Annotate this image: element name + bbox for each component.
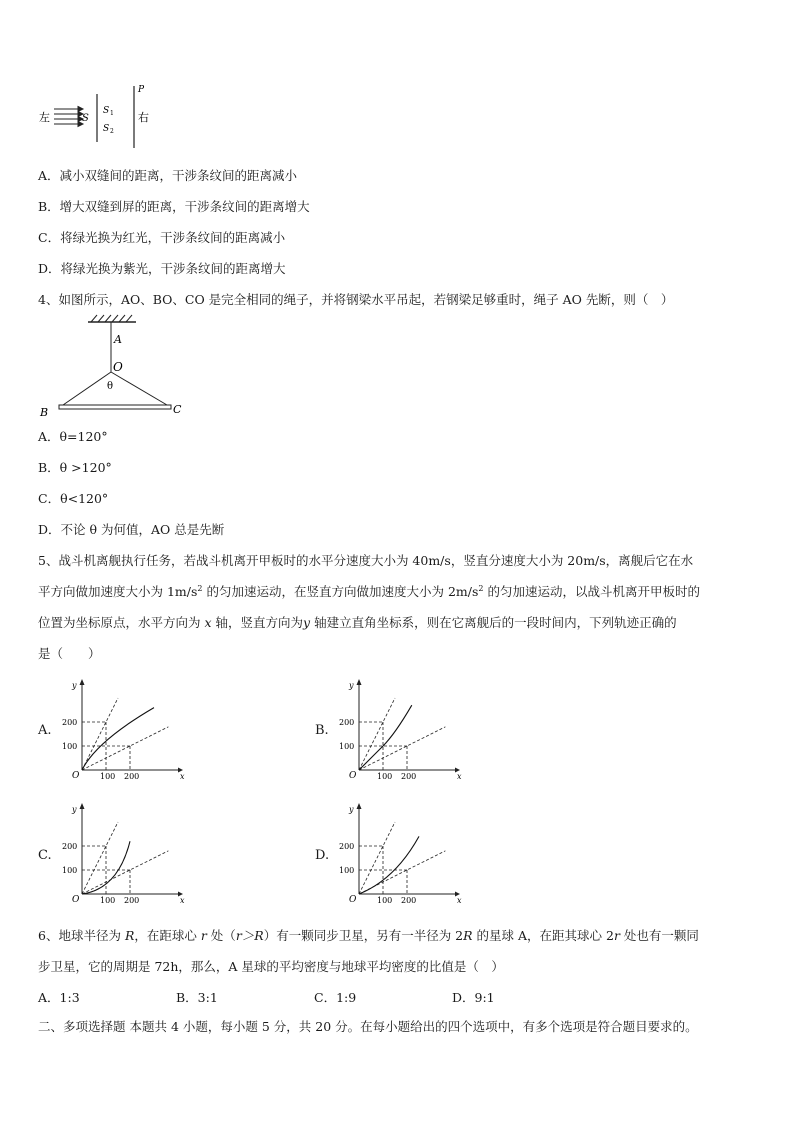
q5-line-1: 5、战斗机离舰执行任务，若战斗机离开甲板时的水平分速度大小为 40m/s，竖直分速度大小为 20m/s，离舰后它在水 xyxy=(38,553,694,568)
q6-line-1 xyxy=(38,926,699,944)
fig-c-label: C xyxy=(173,403,182,416)
fig-s2-sub: 2 xyxy=(110,128,114,135)
q6-r2: r xyxy=(613,928,620,943)
double-slit-figure xyxy=(36,82,166,152)
q5-option-b-label: B. xyxy=(315,723,329,738)
fig-s-label: S xyxy=(82,113,89,124)
q3-option-d: D．将绿光换为紫光，干涉条纹间的距离增大 xyxy=(38,261,286,276)
q5-option-c-label: C. xyxy=(38,848,52,863)
q4-option-b: B．θ >120° xyxy=(38,460,112,475)
origin-label: O xyxy=(349,895,357,905)
fig-b-label: B xyxy=(40,406,49,419)
q5-line2b: 的匀加速运动，在竖直方向做加速度大小为 2m/s xyxy=(202,584,479,599)
fig-s2-label: S xyxy=(103,124,110,134)
y-tick-100: 100 xyxy=(339,742,355,751)
q5-x: x xyxy=(204,615,212,630)
y-label: y xyxy=(349,805,354,814)
q5-sup2: 2 xyxy=(478,583,484,593)
fig-o-label: O xyxy=(113,360,123,374)
x-tick-100: 100 xyxy=(100,772,116,781)
graph-a xyxy=(60,676,185,781)
fig-s1-label: S xyxy=(103,106,110,116)
y-tick-100: 100 xyxy=(339,866,355,875)
q6-line-2: 步卫星，它的周期是 72h，那么，A 星球的平均密度与地球平均密度的比值是（ ） xyxy=(38,959,504,974)
q5-line3b: 轴，竖直方向为 xyxy=(211,615,304,630)
q6-r: r xyxy=(200,928,207,943)
fig-a-label: A xyxy=(114,333,122,346)
x-tick-100: 100 xyxy=(377,772,393,781)
q6-l1c: 处（ xyxy=(206,928,236,943)
x-label: x xyxy=(457,896,462,905)
x-tick-100: 100 xyxy=(100,896,116,905)
q6-R2: R xyxy=(463,928,473,943)
origin-label: O xyxy=(72,771,80,781)
q6-option-b: B．3:1 xyxy=(176,990,218,1005)
x-tick-200: 200 xyxy=(124,896,140,905)
graph-b xyxy=(337,676,462,781)
graph-c xyxy=(60,800,185,905)
y-tick-100: 100 xyxy=(62,742,78,751)
graph-d xyxy=(337,800,462,905)
q5-sup1: 2 xyxy=(197,583,203,593)
q5-line-2 xyxy=(38,582,700,600)
x-tick-100: 100 xyxy=(377,896,393,905)
x-label: x xyxy=(180,896,185,905)
y-label: y xyxy=(72,681,77,690)
origin-label: O xyxy=(349,771,357,781)
y-axis-arrow xyxy=(80,679,85,685)
y-label: y xyxy=(349,681,354,690)
q4-option-d: D．不论 θ 为何值，AO 总是先断 xyxy=(38,522,225,537)
y-tick-100: 100 xyxy=(62,866,78,875)
q4-stem: 4、如图所示，AO、BO、CO 是完全相同的绳子，并将钢梁水平吊起，若钢梁足够重时，绳子 AO 先断，则（ ） xyxy=(38,292,674,307)
q5-line3c: 轴建立直角坐标系，则在它离舰后的一段时间内，下列轨迹正确的 xyxy=(310,615,677,630)
section-2-heading: 二、多项选择题 本题共 4 小题，每小题 5 分，共 20 分。在每小题给出的四个选项中，有多个选项是符合题目要求的。 xyxy=(38,1019,698,1034)
q6-l1f: 处也有一颗同 xyxy=(619,928,699,943)
x-tick-200: 200 xyxy=(124,772,140,781)
q6-l1a: 6、地球半径为 xyxy=(38,928,125,943)
fig-left-label: 左 xyxy=(39,111,50,124)
y-tick-200: 200 xyxy=(62,842,78,851)
q4-option-a: A．θ=120° xyxy=(38,429,108,444)
beam-figure xyxy=(36,312,196,422)
q5-line-4: 是（ ） xyxy=(38,646,101,661)
x-label: x xyxy=(457,772,462,781)
dashed-line-steep xyxy=(359,698,395,770)
y-tick-200: 200 xyxy=(62,718,78,727)
q3-option-c: C．将绿光换为红光，干涉条纹间的距离减小 xyxy=(38,230,286,245)
q5-line2c: 的匀加速运动，以战斗机离开甲板时的 xyxy=(483,584,700,599)
q3-option-b: B．增大双缝到屏的距离，干涉条纹间的距离增大 xyxy=(38,199,310,214)
q3-option-a: A．减小双缝间的距离，干涉条纹间的距离减小 xyxy=(38,168,298,183)
q5-option-a-label: A. xyxy=(38,723,52,738)
dashed-line-shallow xyxy=(359,727,445,770)
x-label: x xyxy=(180,772,185,781)
q6-l1d: ）有一颗同步卫星，另有一半径为 2 xyxy=(263,928,464,943)
fig-s1-sub: 1 xyxy=(110,110,114,117)
y-axis-arrow xyxy=(357,679,362,685)
dashed-line-shallow xyxy=(82,727,168,770)
y-axis-arrow xyxy=(357,803,362,809)
x-tick-200: 200 xyxy=(401,896,417,905)
q6-l1b: ，在距球心 xyxy=(134,928,201,943)
q6-option-d: D．9:1 xyxy=(452,990,495,1005)
q6-cond: r＞R xyxy=(235,928,264,943)
q5-line2a: 平方向做加速度大小为 1m/s xyxy=(38,584,198,599)
y-tick-200: 200 xyxy=(339,718,355,727)
q6-l1e: 的星球 A，在距其球心 2 xyxy=(472,928,614,943)
trajectory-curve xyxy=(359,836,419,894)
q6-option-c: C．1:9 xyxy=(314,990,357,1005)
q5-line3a: 位置为坐标原点，水平方向为 xyxy=(38,615,205,630)
origin-label: O xyxy=(72,895,80,905)
dashed-line-steep xyxy=(359,822,395,894)
y-tick-200: 200 xyxy=(339,842,355,851)
fig-right-label: 右 xyxy=(138,111,149,124)
y-label: y xyxy=(72,805,77,814)
q5-option-d-label: D. xyxy=(315,848,330,863)
q5-line-3 xyxy=(38,613,677,631)
fig-theta-label: θ xyxy=(107,381,114,392)
q6-option-a: A．1:3 xyxy=(38,990,80,1005)
trajectory-curve xyxy=(359,705,412,770)
q5-y: y xyxy=(303,615,311,630)
fig-p-label: P xyxy=(138,85,145,95)
q4-option-c: C．θ<120° xyxy=(38,491,109,506)
dashed-line-steep xyxy=(82,822,118,894)
x-tick-200: 200 xyxy=(401,772,417,781)
dashed-line-steep xyxy=(82,698,118,770)
y-axis-arrow xyxy=(80,803,85,809)
q6-R: R xyxy=(124,928,135,943)
trajectory-curve xyxy=(82,708,154,770)
